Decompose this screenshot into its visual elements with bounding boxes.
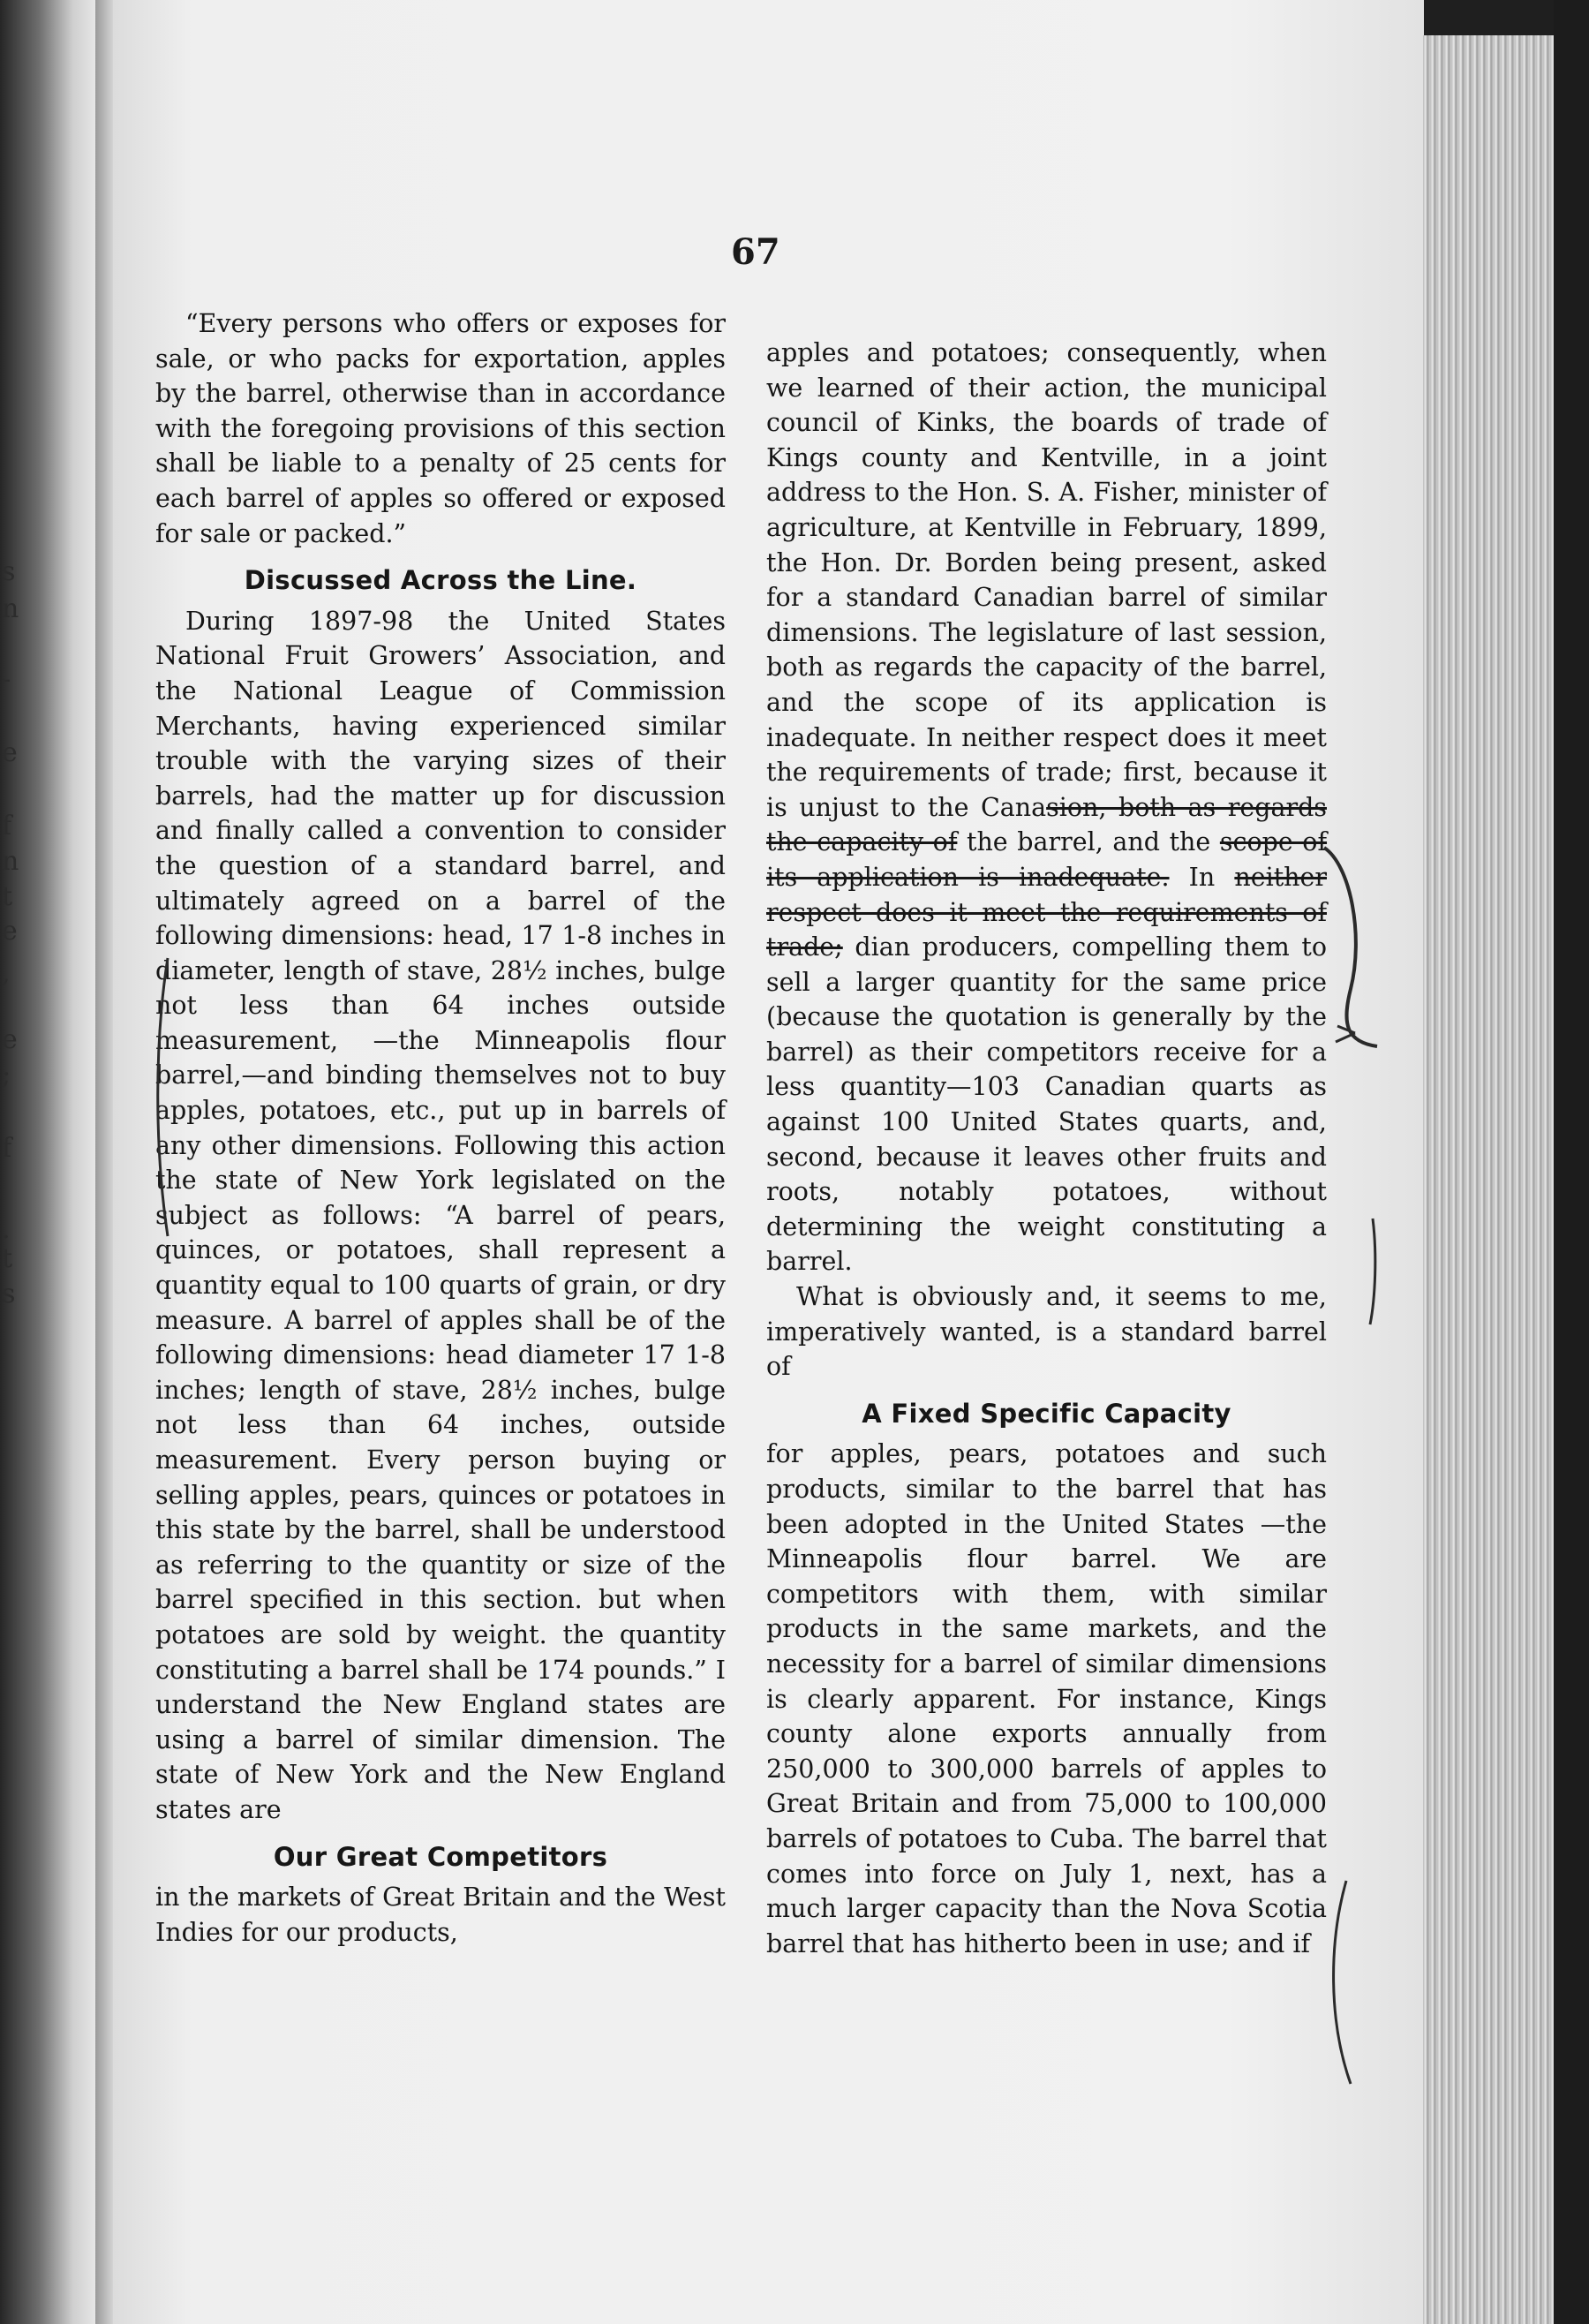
facing-page-fragment: n — [2, 846, 19, 877]
struck-text: neither respect does it meet the requirements of trade; — [766, 862, 1327, 962]
section-heading: A Fixed Specific Capacity — [862, 1398, 1231, 1429]
facing-page-fragment: e — [2, 1024, 18, 1055]
background-edge — [1554, 0, 1589, 2324]
paragraph-text: apples and potatoes; consequently, when we learned of their action, the municipal council of Kinks, the boards of trade of Kings county and Kentville, in a joint address to the Hon. S. A. Fisher, minister of agriculture, at Kentville in February, 1899, the Hon. Dr. Borden being present, asked for a standard Canadian barrel of similar dimensions. The legislature of last session, both as regards the capacity of the barrel, and the scope of its application is inadequate. In neither respect does it meet the requirements of trade; first, because it is unjust to the Cana — [766, 338, 1327, 822]
quote-paragraph: “Every persons who offers or exposes for sale, or who packs for exportation, apples by the barrel, otherwise than in accordance with the foregoing provisions of this section shall be liable to a penalty of 25 cents for each barrel of apples so offered or exposed for sale or packed.” — [155, 309, 726, 548]
facing-page-fragment: e — [2, 737, 18, 768]
facing-page-fragment: n — [2, 593, 19, 624]
facing-page-fragment: f — [2, 811, 12, 841]
facing-page-fragment: . — [2, 1214, 11, 1245]
paragraph-text: In — [1169, 862, 1216, 892]
facing-page-fragment: s — [2, 556, 16, 587]
facing-page-edge — [0, 0, 97, 2324]
body-paragraph: in the markets of Great Britain and the West Indies for our products, — [155, 1883, 726, 1947]
struck-text: scope of its application is inadequate. — [766, 827, 1328, 892]
paragraph-text: the barrel, and the — [967, 827, 1211, 857]
facing-page-fragment: t — [2, 1243, 13, 1274]
body-paragraph: for apples, pears, potatoes and such products, similar to the barrel that has been adopted in the United States —the Minneapolis flour barrel. We are competitors with them, with similar products in the same markets, and the necessity for a barrel of similar dimensions is clearly apparent. For instance, Kings county alone exports annually from 250,000 to 300,000 barrels of apples to Great Britain and from 75,000 to 100,000 barrels of potatoes to Cuba. The barrel that comes into force on July 1, next, has a much larger capacity than the Nova Scotia barrel that has hitherto been in use; and if — [766, 1439, 1327, 1958]
body-paragraph: During 1897-98 the United States National Fruit Growers’ Association, and the National League of Commission Merchants, having experienced similar trouble with the varying sizes of their barrels, had the matter up for discussion and finally called a convention to consider the question of a standard barrel, and ultimately agreed on a barrel of the following dimensions: head, 17 1-8 inches in diameter, length of stave, 28½ inches, bulge not less than 64 inches outside measurement, —the Minneapolis flour barrel,—and binding themselves not to buy apples, potatoes, etc., put up in barrels of any other dimensions. Following this action the state of New York legislated on the subject as follows: “A barrel of pears, quinces, or potatoes, shall represent a quantity equal to 100 quarts of grain, or dry measure. A barrel of apples shall be of the following dimensions: head diameter 17 1-8 inches; length of stave, 28½ inches, bulge not less than 64 inches, outside measurement. Every person buying or selling apples, pears, quinces or potatoes in this state by the barrel, shall be understood as referring to the quantity or size of the barrel specified in this section. but when potatoes are sold by weight. the quantity constituting a barrel shall be 174 pounds.” I understand the New England states are using a barrel of similar dimension. The state of New York and the New England states are — [155, 606, 726, 1824]
section-heading: Our Great Competitors — [273, 1841, 608, 1872]
struck-text: sion, both as regards the capacity of — [766, 792, 1327, 857]
facing-page-fragment: t — [2, 881, 13, 912]
body-paragraph — [766, 336, 1327, 1279]
body-paragraph: What is obviously and, it seems to me, imperatively wanted, is a standard barrel of — [766, 1282, 1327, 1382]
section-heading: Discussed Across the Line. — [244, 565, 637, 596]
facing-page-fragment: s — [2, 1279, 16, 1309]
facing-page-fragment: e — [2, 916, 18, 947]
facing-page-fragment: f — [2, 1133, 12, 1164]
facing-page-fragment: - — [2, 664, 11, 695]
right-column — [766, 336, 1327, 1961]
facing-page-fragment: ; — [2, 1060, 11, 1090]
left-column — [155, 306, 726, 1950]
book-gutter — [95, 0, 115, 2324]
paragraph-text: dian producers, compelling them to sell a larger quantity for the same price (because the quotation is generally by the barrel) as their competitors receive for a less quantity—103 Canadian quarts as against 100 United States quarts, and, second, because it leaves other fruits and roots, notably potatoes, without determining the weight constituting a barrel. — [766, 932, 1327, 1277]
page-number: 67 — [731, 231, 780, 273]
facing-page-fragment: , — [2, 958, 11, 989]
